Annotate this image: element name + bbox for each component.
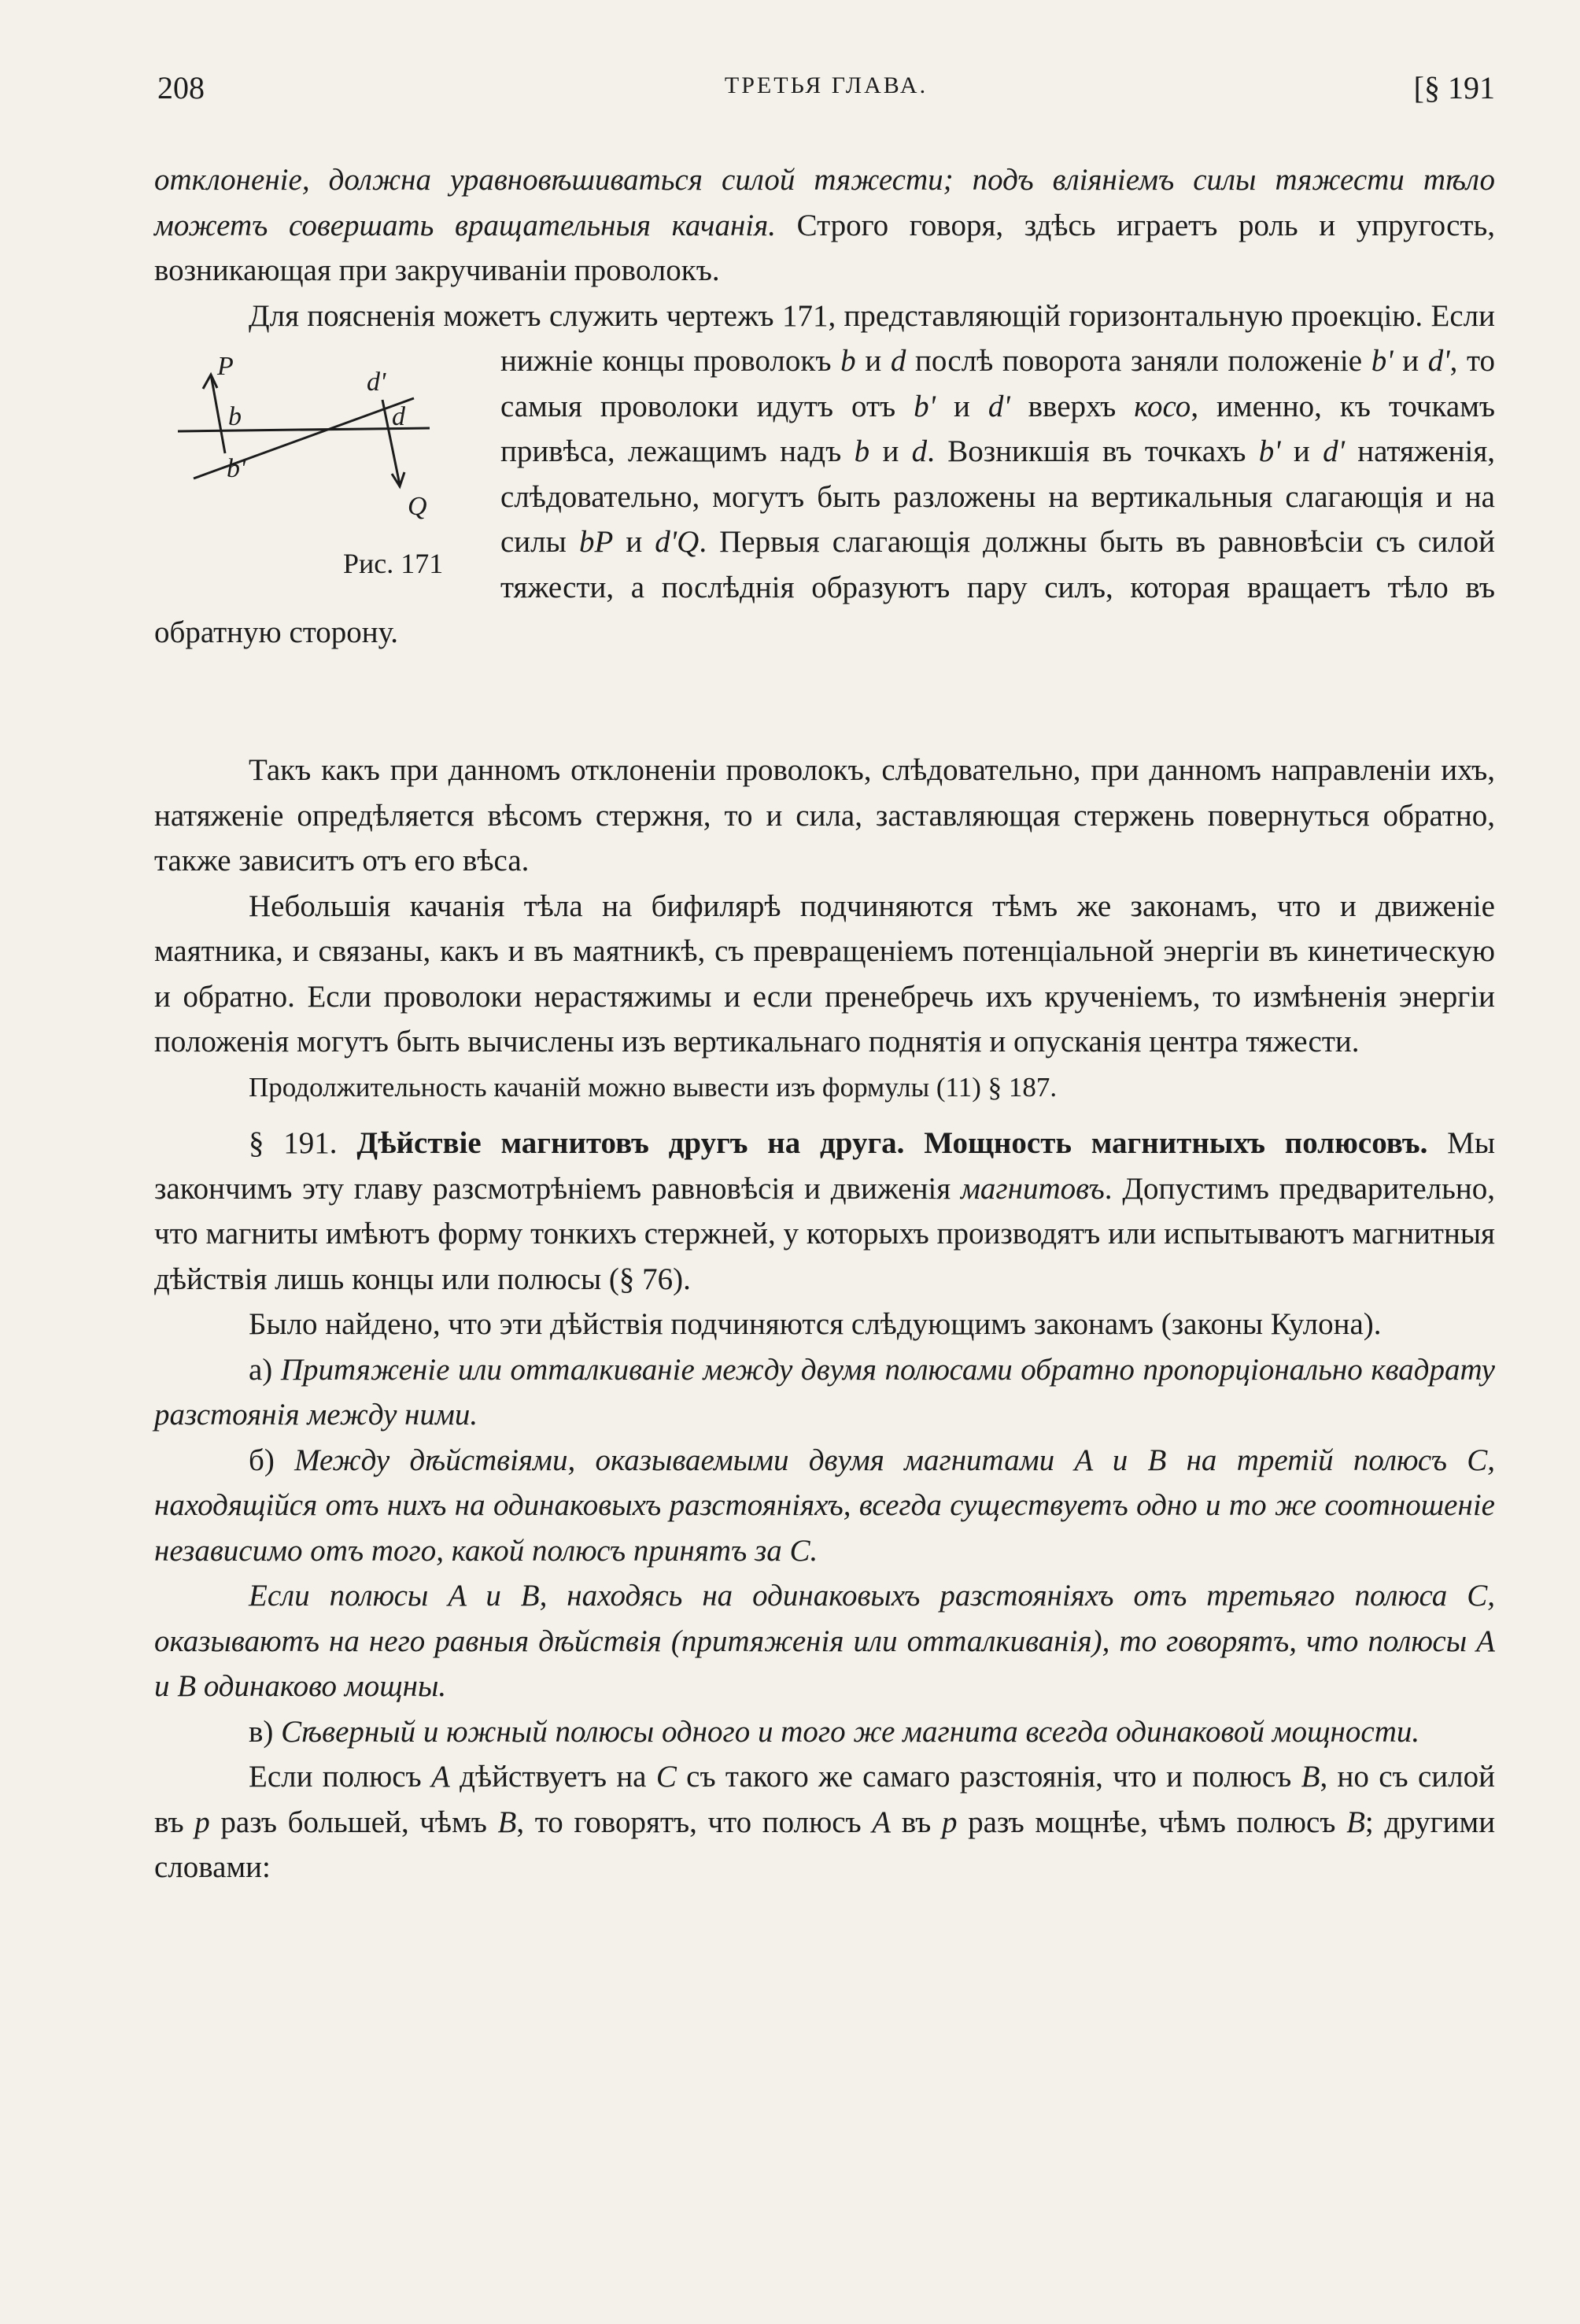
figure-caption: Рис. 171	[343, 548, 444, 579]
paragraph-3: Такъ какъ при данномъ отклоненіи проволокъ, слѣдовательно, при данномъ направленіи ихъ, натяженіе опредѣляется вѣсомъ стержня, то и сила, заставляющая стержень повернуться обратно, также зависитъ отъ его вѣса.	[154, 753, 1495, 878]
figure-171	[154, 343, 485, 595]
page-number: 208	[157, 70, 205, 105]
paragraph-1: отклоненіе, должна уравновѣшиваться силой тяжести; подъ вліяніемъ силы тяжести тѣло можетъ совершать вращательныя качанія. Строго говоря, здѣсь играетъ роль и упругость, возникающая при закручиваніи проволокъ.	[154, 163, 1496, 287]
section-marker: [§ 191	[1413, 70, 1495, 105]
law-b: б) Между дѣйствіями, оказываемыми двумя магнитами A и B на третій полюсъ C, находящійся отъ нихъ на одинаковыхъ разстояніяхъ, всегда существуетъ одно и то же соотношеніе независимо отъ того, какой полюсъ принятъ за C.	[154, 1443, 1495, 1568]
label-b-prime: b'	[227, 454, 246, 483]
section-number: § 191.	[249, 1126, 338, 1160]
label-b: b	[228, 402, 242, 431]
paragraph-12: Если полюсъ A дѣйствуетъ на C съ такого же самаго разстоянія, что и полюсъ B, но съ силой въ p разъ большей, чѣмъ B, то говорятъ, что полюсъ A въ p разъ мощнѣе, чѣмъ полюсъ B; другими словами:	[154, 1760, 1496, 1884]
paragraph-2: Для поясненія можетъ служить чертежъ 171, представляющій горизонтальную проекцію. Если нижніе концы проволокъ b и d послѣ поворота заняли положеніе P b d' d b' Q Рис. 171 b' и d', то самыя проволоки идутъ отъ b' и d' вверхъ косо, именно, къ точкамъ привѣса, лежащимъ надъ b и d. Возникшія въ точкахъ b' и d' натяженія, слѣдовательно, могутъ быть разложены на вертикальныя слагающія и на силы bP и d'Q. Первыя слагающія должны быть въ равновѣсіи съ силой тяжести, а послѣднія образуютъ пару силъ, которая вращаетъ тѣло въ обратную сторону.	[154, 298, 1496, 649]
label-d-prime: d'	[367, 368, 386, 397]
paragraph-7: Было найдено, что эти дѣйствія подчиняются слѣдующимъ законамъ (законы Кулона).	[249, 1307, 1382, 1341]
label-d: d	[392, 402, 405, 431]
force-p-line	[211, 375, 225, 453]
text-column-main	[154, 748, 1495, 1890]
bifilar-diagram	[170, 343, 469, 540]
text-column-top	[154, 157, 1495, 656]
paragraph-5: Продолжительность качаній можно вывести изъ формулы (11) § 187.	[249, 1071, 1058, 1103]
label-q: Q	[408, 492, 427, 521]
running-header	[157, 69, 1495, 116]
paragraph-10: Если полюсы A и B, находясь на одинаковыхъ разстояніяхъ отъ третьяго полюса C, оказываютъ на него равныя дѣйствія (притяженія или отталкиванія), то говорятъ, что полюсы A и B одинаково мощны.	[154, 1579, 1495, 1703]
section-191: § 191. Дѣйствіе магнитовъ другъ на друга. Мощность магнитныхъ полюсовъ. Мы закончимъ эту главу разсмотрѣніемъ равновѣсія и движенія магнитовъ. Допустимъ предварительно, что магниты имѣютъ форму тонкихъ стержней, у которыхъ производятъ или испытываютъ магнитныя дѣйствія лишь концы или полюсы (§ 76).	[154, 1126, 1496, 1296]
arrow-p-head	[203, 375, 217, 389]
section-title: Дѣйствіе магнитовъ другъ на друга. Мощность магнитныхъ полюсовъ.	[356, 1126, 1428, 1160]
label-p: P	[217, 352, 234, 381]
law-a: а) Притяженіе или отталкиваніе между двумя полюсами обратно пропорціонально квадрату разстоянія между ними.	[154, 1352, 1495, 1432]
paragraph-4: Небольшія качанія тѣла на бифилярѣ подчиняются тѣмъ же законамъ, что и движеніе маятника, и связаны, какъ и въ маятникѣ, съ превращеніемъ потенціальной энергіи въ кинетическую и обратно. Если проволоки нерастяжимы и если пренебречь ихъ крученіемъ, то измѣненія энергіи положенія могутъ быть вычислены изъ вертикальнаго поднятія и опусканія центра тяжести.	[154, 889, 1495, 1059]
chapter-title: ТРЕТЬЯ ГЛАВА.	[724, 72, 928, 98]
law-c: в) Сѣверный и южный полюсы одного и того же магнита всегда одинаковой мощности.	[249, 1714, 1420, 1749]
